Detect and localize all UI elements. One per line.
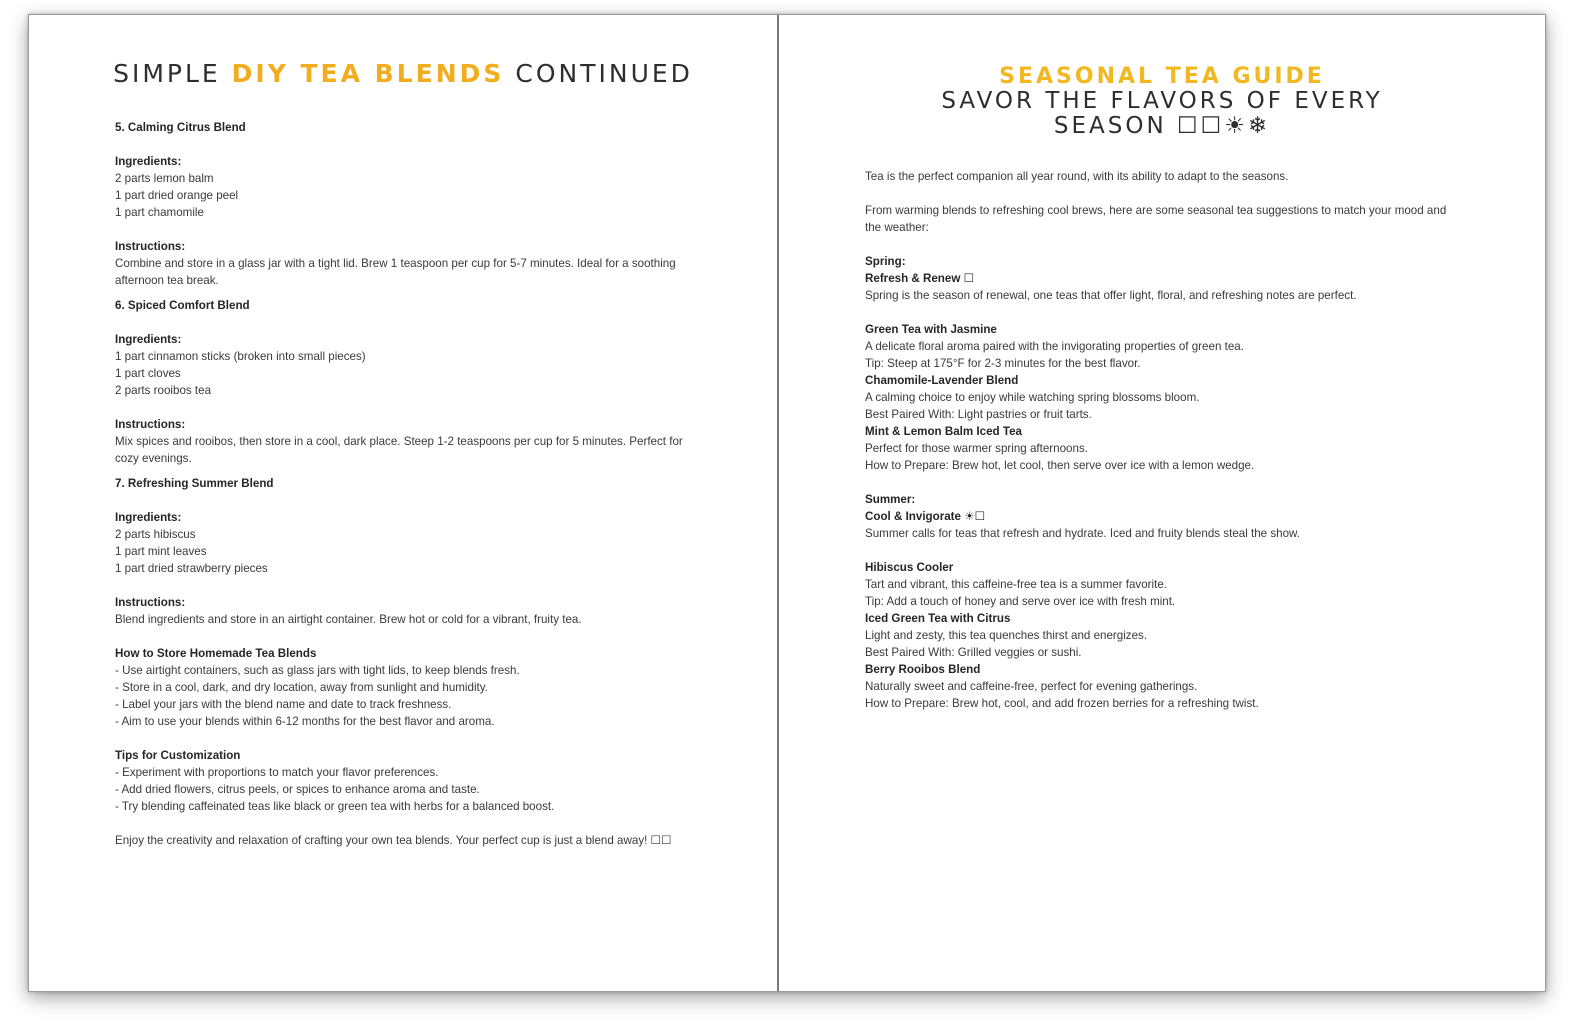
instructions-label: Instructions: (115, 418, 186, 431)
tea-detail: Perfect for those warmer spring afternoons. (865, 442, 1088, 455)
closing-text: Enjoy the creativity and relaxation of crafting your own tea blends. Your perfect cup is just a blend away! ☐☐ (115, 834, 672, 847)
tea-detail: Light and zesty, this tea quenches thirst and energizes. (865, 629, 1148, 642)
tea-detail: Best Paired With: Light pastries or fruit tarts. (865, 408, 1092, 421)
tea-detail: Best Paired With: Grilled veggies or sushi. (865, 646, 1082, 659)
storage-item: - Label your jars with the blend name and date to track freshness. (115, 698, 452, 711)
ingredient-item: 1 part cinnamon sticks (broken into small pieces) (115, 350, 366, 363)
left-page-body (115, 119, 705, 849)
tea-name: Mint & Lemon Balm Iced Tea (865, 425, 1022, 438)
tea-detail: A calming choice to enjoy while watching spring blossoms bloom. (865, 391, 1200, 404)
season-label-spring: Spring: (865, 255, 906, 268)
tips-item: - Try blending caffeinated teas like black or green tea with herbs for a balanced boost. (115, 800, 555, 813)
tea-name: Iced Green Tea with Citrus (865, 612, 1011, 625)
subtitle-line-1: SAVOR THE FLAVORS OF EVERY (941, 88, 1383, 114)
tips-heading: Tips for Customization (115, 749, 241, 762)
blend-heading: 7. Refreshing Summer Blend (115, 477, 274, 490)
ingredients-label: Ingredients: (115, 333, 182, 346)
intro-text-2: From warming blends to refreshing cool brews, here are some seasonal tea suggestions to match your mood and the weather: (865, 204, 1447, 234)
ingredient-item: 2 parts rooibos tea (115, 384, 212, 397)
season-desc-spring: Spring is the season of renewal, one teas that offer light, floral, and refreshing notes are perfect. (865, 289, 1357, 302)
tea-detail: A delicate floral aroma paired with the invigorating properties of green tea. (865, 340, 1244, 353)
storage-item: - Store in a cool, dark, and dry location, away from sunlight and humidity. (115, 681, 488, 694)
left-page (29, 15, 779, 991)
seasonal-guide-title: SEASONAL TEA GUIDE (999, 64, 1325, 89)
right-page (779, 15, 1545, 991)
ingredient-item: 1 part cloves (115, 367, 181, 380)
season-theme-spring: Refresh & Renew ☐ (865, 272, 974, 285)
intro-text-1: Tea is the perfect companion all year round, with its ability to adapt to the seasons. (865, 170, 1289, 183)
tea-detail: How to Prepare: Brew hot, cool, and add frozen berries for a refreshing twist. (865, 697, 1259, 710)
tea-name: Chamomile-Lavender Blend (865, 374, 1019, 387)
blend-heading: 5. Calming Citrus Blend (115, 121, 246, 134)
storage-heading: How to Store Homemade Tea Blends (115, 647, 317, 660)
book-spread (28, 14, 1546, 992)
ingredients-label: Ingredients: (115, 511, 182, 524)
tea-name: Hibiscus Cooler (865, 561, 954, 574)
left-page-title: SIMPLE DIY TEA BLENDS CONTINUED (113, 59, 693, 88)
subtitle-line-2: SEASON ☐☐☀❄ (1053, 113, 1271, 139)
instructions-text: Mix spices and rooibos, then store in a cool, dark place. Steep 1-2 teaspoons per cup for 5 minutes. Perfect for cozy evenings. (115, 435, 683, 465)
storage-item: - Use airtight containers, such as glass jars with tight lids, to keep blends fresh. (115, 664, 520, 677)
tips-item: - Add dried flowers, citrus peels, or spices to enhance aroma and taste. (115, 783, 480, 796)
ingredient-item: 1 part chamomile (115, 206, 204, 219)
instructions-text: Blend ingredients and store in an airtight container. Brew hot or cold for a vibrant, fruity tea. (115, 613, 582, 626)
right-page-heading (779, 65, 1545, 139)
season-label-summer: Summer: (865, 493, 916, 506)
instructions-label: Instructions: (115, 596, 186, 609)
ingredients-label: Ingredients: (115, 155, 182, 168)
ingredient-item: 1 part dried strawberry pieces (115, 562, 268, 575)
tips-item: - Experiment with proportions to match your flavor preferences. (115, 766, 439, 779)
tea-detail: Tart and vibrant, this caffeine-free tea is a summer favorite. (865, 578, 1168, 591)
storage-item: - Aim to use your blends within 6-12 months for the best flavor and aroma. (115, 715, 495, 728)
tea-detail: How to Prepare: Brew hot, let cool, then serve over ice with a lemon wedge. (865, 459, 1255, 472)
tea-name: Berry Rooibos Blend (865, 663, 981, 676)
right-page-body (865, 168, 1455, 712)
tea-detail: Tip: Add a touch of honey and serve over ice with fresh mint. (865, 595, 1176, 608)
tea-detail: Tip: Steep at 175°F for 2-3 minutes for the best flavor. (865, 357, 1141, 370)
tea-name: Green Tea with Jasmine (865, 323, 997, 336)
instructions-text: Combine and store in a glass jar with a tight lid. Brew 1 teaspoon per cup for 5-7 minutes. Ideal for a soothing afternoon tea break. (115, 257, 676, 287)
ingredient-item: 2 parts hibiscus (115, 528, 196, 541)
ingredient-item: 2 parts lemon balm (115, 172, 214, 185)
season-desc-summer: Summer calls for teas that refresh and hydrate. Iced and fruity blends steal the show. (865, 527, 1300, 540)
ingredient-item: 1 part mint leaves (115, 545, 207, 558)
blend-heading: 6. Spiced Comfort Blend (115, 299, 250, 312)
tea-detail: Naturally sweet and caffeine-free, perfect for evening gatherings. (865, 680, 1198, 693)
season-theme-summer: Cool & Invigorate ☀☐ (865, 510, 985, 523)
ingredient-item: 1 part dried orange peel (115, 189, 239, 202)
instructions-label: Instructions: (115, 240, 186, 253)
